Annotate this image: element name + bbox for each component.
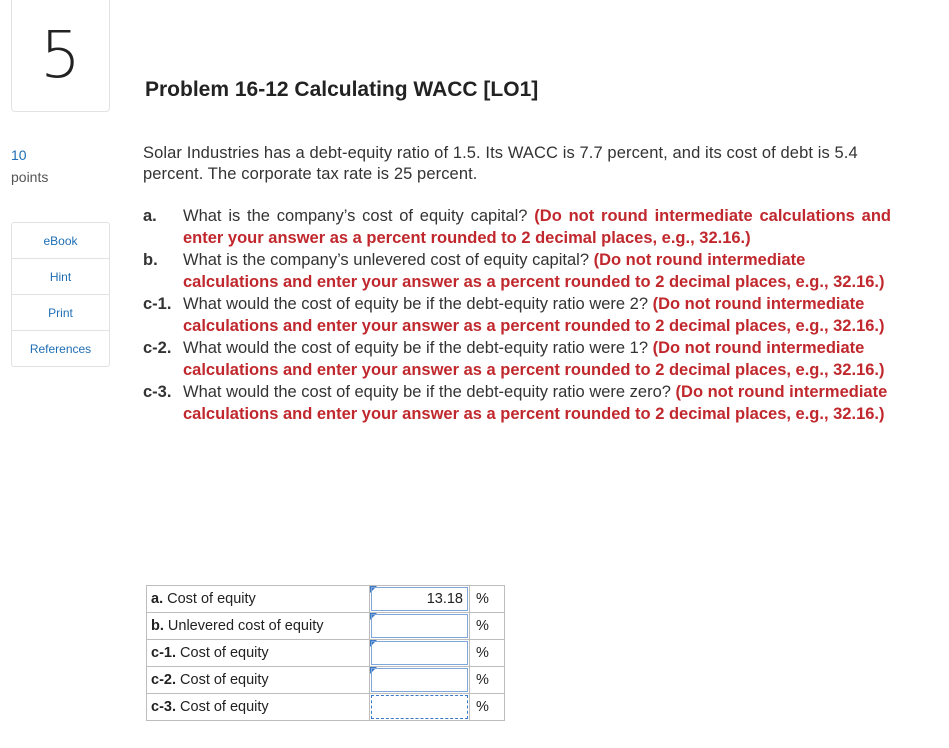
answer-input-c1[interactable] <box>371 641 468 665</box>
row-label: b. Unlevered cost of equity <box>147 613 370 640</box>
question-part-a <box>143 205 891 249</box>
problem-intro: Solar Industries has a debt-equity ratio of 1.5. Its WACC is 7.7 percent, and its cost of debt is 5.4 percent. The corporate tax rate is 25 percent. <box>143 144 858 183</box>
rounding-hint: (Do not round intermediate calculations and enter your answer as a percent rounded to 2 decimal places, e.g., 32.16.) <box>183 295 885 335</box>
hint-link[interactable]: Hint <box>12 259 109 295</box>
answer-input-a[interactable]: 13.18 <box>371 587 468 611</box>
table-row <box>147 586 505 613</box>
table-row <box>147 613 505 640</box>
row-label: a. Cost of equity <box>147 586 370 613</box>
unit-label: % <box>470 613 505 640</box>
part-label: b. <box>143 251 158 269</box>
answer-input-b[interactable] <box>371 614 468 638</box>
points-label: points <box>11 169 49 185</box>
answer-input-c2[interactable] <box>371 668 468 692</box>
part-label: c-2. <box>143 339 172 357</box>
unit-label: % <box>470 640 505 667</box>
question-part-c2 <box>143 337 891 381</box>
part-label: c-1. <box>143 295 172 313</box>
part-text: What is the company’s cost of equity capital? (Do not round intermediate calculations and enter your answer as a percent rounded to 2 decimal places, e.g., 32.16.) <box>183 207 891 247</box>
part-label: c-3. <box>143 383 172 401</box>
resource-links <box>11 222 110 367</box>
answer-table <box>146 585 505 721</box>
answer-cell <box>370 694 470 721</box>
part-text: What is the company’s unlevered cost of equity capital? (Do not round intermediate calculations and enter your answer as a percent rounded to 2 decimal places, e.g., 32.16.) <box>183 251 885 291</box>
answer-cell <box>370 640 470 667</box>
problem-title: Problem 16-12 Calculating WACC [LO1] <box>145 78 539 101</box>
part-text: What would the cost of equity be if the debt-equity ratio were zero? (Do not round intermediate calculations and enter your answer as a percent rounded to 2 decimal places, e.g., 32.16.) <box>183 383 888 423</box>
answer-cell <box>370 613 470 640</box>
table-row <box>147 694 505 721</box>
answer-input-c3[interactable] <box>371 695 468 719</box>
part-label: a. <box>143 207 157 225</box>
print-link[interactable]: Print <box>12 295 109 331</box>
question-number: 5 <box>11 0 110 112</box>
table-row <box>147 667 505 694</box>
rounding-hint: (Do not round intermediate calculations and enter your answer as a percent rounded to 2 decimal places, e.g., 32.16.) <box>183 339 885 379</box>
references-link[interactable]: References <box>29 341 92 356</box>
unit-label: % <box>470 586 505 613</box>
question-part-c1 <box>143 293 891 337</box>
part-text: What would the cost of equity be if the debt-equity ratio were 1? (Do not round intermediate calculations and enter your answer as a percent rounded to 2 decimal places, e.g., 32.16.) <box>183 339 885 379</box>
unit-label: % <box>470 667 505 694</box>
unit-label: % <box>470 694 505 721</box>
rounding-hint: (Do not round intermediate calculations and enter your answer as a percent rounded to 2 decimal places, e.g., 32.16.) <box>183 207 891 247</box>
points-value: 10 <box>11 147 27 163</box>
question-list <box>143 205 891 425</box>
question-part-b <box>143 249 891 293</box>
answer-cell <box>370 667 470 694</box>
row-label: c-2. Cost of equity <box>147 667 370 694</box>
part-text: What would the cost of equity be if the debt-equity ratio were 2? (Do not round intermediate calculations and enter your answer as a percent rounded to 2 decimal places, e.g., 32.16.) <box>183 295 885 335</box>
rounding-hint: (Do not round intermediate calculations and enter your answer as a percent rounded to 2 decimal places, e.g., 32.16.) <box>183 383 888 423</box>
question-part-c3 <box>143 381 891 425</box>
row-label: c-3. Cost of equity <box>147 694 370 721</box>
ebook-link[interactable]: eBook <box>12 223 109 259</box>
answer-cell <box>370 586 470 613</box>
row-label: c-1. Cost of equity <box>147 640 370 667</box>
rounding-hint: (Do not round intermediate calculations and enter your answer as a percent rounded to 2 decimal places, e.g., 32.16.) <box>183 251 885 291</box>
table-row <box>147 640 505 667</box>
